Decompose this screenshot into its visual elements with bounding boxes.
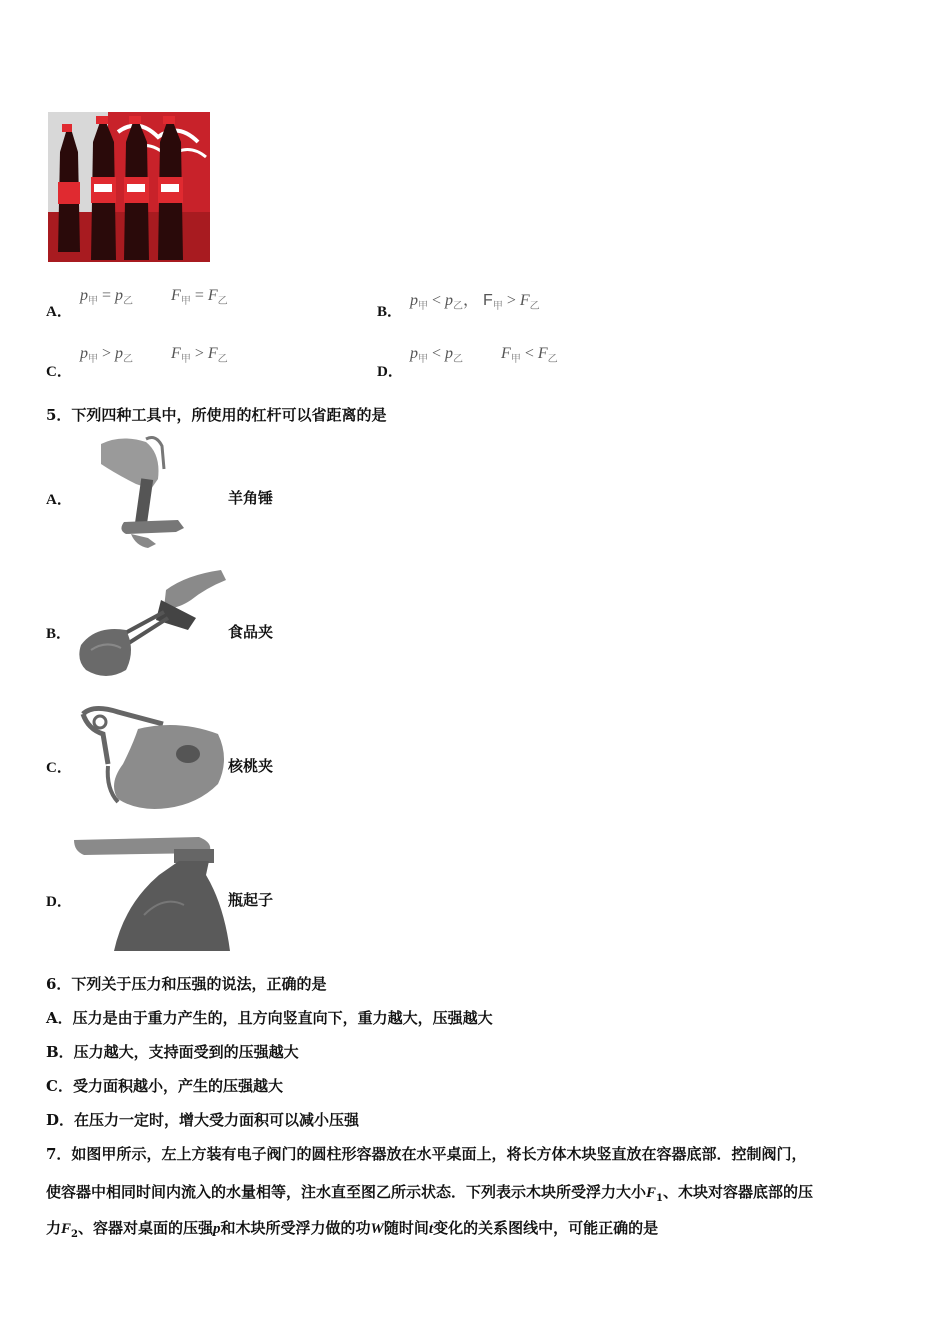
q4-option-d-letter: D．: [377, 364, 403, 380]
q4-b-op1: <: [432, 292, 442, 309]
q7-line2: [46, 1181, 813, 1204]
q4-d-op2: <: [524, 345, 534, 362]
q7-var-f1-sub: 1: [656, 1193, 663, 1204]
q7-line3-b: 、容器对桌面的压强: [78, 1219, 214, 1237]
q5-option-d-letter[interactable]: D．: [46, 894, 72, 910]
cola-bottles-image: [48, 112, 210, 262]
q7-line3-c: 和木块所受浮力做的功: [220, 1219, 371, 1237]
q4-option-b-formula[interactable]: $p_甲 < p_乙$， $F_甲 > F_乙$: [410, 292, 540, 313]
q4-b-f2-sub: 乙: [529, 301, 540, 313]
q4-option-c-letter: C．: [46, 364, 72, 380]
q4-d-p2: p: [445, 345, 454, 362]
q7-line3: [46, 1217, 658, 1240]
q4-a-p2-sub: 乙: [123, 296, 134, 308]
hammer-image: [96, 434, 201, 550]
q5-option-d-label: 瓶起子: [228, 891, 274, 909]
q4-d-f2: F: [537, 345, 548, 362]
q5-option-b-label: 食品夹: [228, 623, 274, 641]
q4-d-f1-sub: 甲: [510, 354, 521, 366]
q4-a-f2: F: [207, 287, 218, 304]
q4-c-p2: p: [115, 345, 124, 362]
q4-c-p2-sub: 乙: [123, 354, 134, 366]
q7-var-t: t: [428, 1221, 434, 1237]
q5-option-c-label: 核桃夹: [228, 757, 274, 775]
q5-stem: 5．下列四种工具中，所使用的杠杆可以省距离的是: [46, 406, 387, 424]
q5-option-c-letter[interactable]: C．: [46, 760, 72, 776]
q5-option-a-letter[interactable]: A．: [46, 492, 72, 508]
q4-d-p1: p: [410, 345, 418, 362]
q6-option-c[interactable]: C．受力面积越小，产生的压强越大: [46, 1077, 283, 1095]
q6-option-d[interactable]: D．在压力一定时，增大受力面积可以减小压强: [46, 1111, 360, 1129]
q7-line3-a: 力: [46, 1219, 62, 1237]
q4-c-p1-sub: 甲: [88, 354, 98, 366]
q5-option-b-letter[interactable]: B．: [46, 626, 72, 642]
q4-option-a-formula[interactable]: [80, 287, 228, 307]
q4-b-f1-sub: 甲: [492, 301, 503, 313]
q4-c-f1-sub: 甲: [180, 354, 191, 366]
q4-d-p2-sub: 乙: [453, 354, 464, 366]
q4-a-p1: p: [80, 287, 88, 304]
q7-var-f2: F: [61, 1221, 72, 1237]
q4-a-op2: =: [194, 287, 204, 304]
q7-line2-end: 、木块对容器底部的压: [663, 1183, 814, 1201]
q7-line3-e: 变化的关系图线中，可能正确的是: [433, 1219, 659, 1237]
q6-option-a[interactable]: A．压力是由于重力产生的，且方向竖直向下，重力越大，压强越大: [46, 1009, 493, 1027]
q7-line2-text: 使容器中相同时间内流入的水量相等，注水直至图乙所示状态．下列表示木块所受浮力大小: [46, 1183, 647, 1201]
q4-b-p1-sub: 甲: [418, 301, 428, 313]
q4-d-f1: F: [501, 345, 511, 362]
q4-b-p2: p: [445, 292, 454, 309]
q7-var-w: W: [370, 1221, 384, 1237]
q4-b-op2: >: [506, 292, 516, 309]
q4-b-f1: F: [483, 292, 493, 309]
q4-b-f2: F: [519, 292, 530, 309]
q7-line1: 7．如图甲所示，左上方装有电子阀门的圆柱形容器放在水平桌面上，将长方体木块竖直放在容器底部．控制阀门，: [46, 1145, 807, 1163]
q4-c-op1: >: [102, 345, 112, 362]
q7-var-f2-sub: 2: [71, 1229, 78, 1240]
q6-stem: 6．下列关于压力和压强的说法，正确的是: [46, 975, 327, 993]
q4-a-f2-sub: 乙: [217, 296, 228, 308]
q4-b-p2-sub: 乙: [453, 301, 464, 313]
q4-d-f2-sub: 乙: [547, 354, 558, 366]
q4-c-p1: p: [80, 345, 88, 362]
q4-option-d-formula[interactable]: [410, 345, 558, 365]
q4-d-op1: <: [432, 345, 442, 362]
q5-option-a-label: 羊角锤: [228, 489, 274, 507]
q4-a-p2: p: [115, 287, 124, 304]
q4-d-p1-sub: 甲: [418, 354, 428, 366]
q4-c-op2: >: [194, 345, 204, 362]
q6-option-b[interactable]: B．压力越大，支持面受到的压强越大: [46, 1043, 299, 1061]
q4-a-f1: F: [171, 287, 181, 304]
nutcracker-image: [78, 704, 230, 816]
q7-line3-d: 随时间: [383, 1219, 429, 1237]
q4-c-f1: F: [171, 345, 181, 362]
bottle-opener-image: [74, 835, 230, 951]
q4-b-p1: p: [410, 292, 418, 309]
q4-a-p1-sub: 甲: [88, 296, 98, 308]
q7-var-p: p: [213, 1221, 221, 1237]
q4-option-b-letter: B．: [377, 304, 403, 320]
q4-a-f1-sub: 甲: [180, 296, 191, 308]
q4-option-a-letter: A．: [46, 304, 72, 320]
q4-c-f2-sub: 乙: [217, 354, 228, 366]
q7-var-f1: F: [646, 1185, 657, 1201]
q4-option-c-formula[interactable]: [80, 345, 228, 365]
food-tongs-image: [76, 570, 226, 682]
q4-a-op1: =: [102, 287, 112, 304]
q4-c-f2: F: [207, 345, 218, 362]
